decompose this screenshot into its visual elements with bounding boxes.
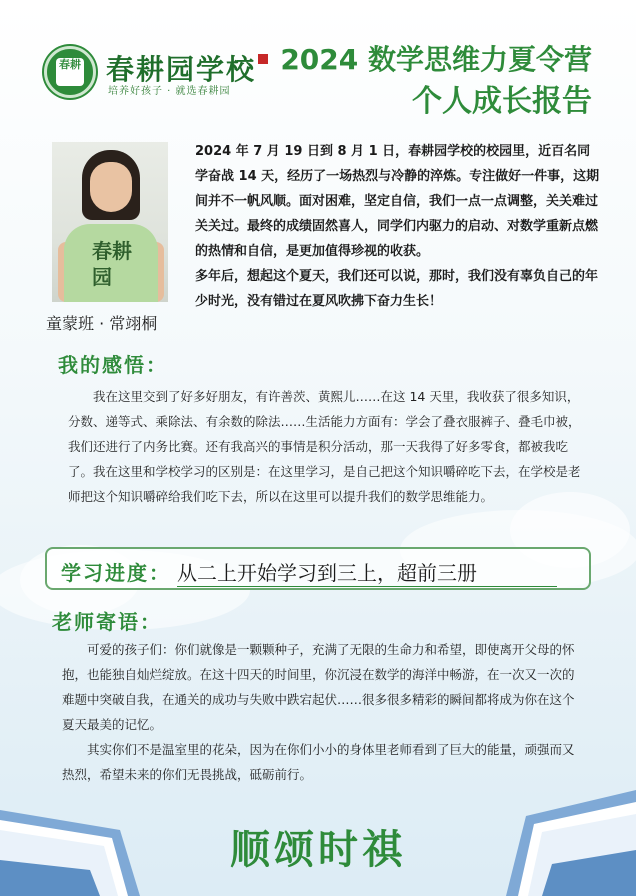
school-name: 春耕园学校 — [106, 53, 257, 86]
feelings-heading: 我的感悟： — [58, 353, 168, 377]
closing-greeting: 顺颂时祺 — [230, 826, 406, 873]
school-logo-icon — [44, 46, 96, 98]
progress-box — [45, 547, 591, 590]
teacher-paragraph-1: 可爱的孩子们：你们就像是一颗颗种子，充满了无限的生命力和希望，即使离开父母的怀抱，也能独自灿烂绽放。在这十四天的时间里，你沉浸在数学的海洋中畅游，在一次又一次的难题中突破自我，在通关的成功与失败中跌宕起伏……很多很多精彩的瞬间都将成为你在这个夏天最美的记忆。 — [62, 642, 575, 732]
student-photo — [52, 142, 168, 302]
shirt-print: 春耕园 — [92, 239, 132, 289]
intro-paragraph-1: 2024 年 7 月 19 日到 8 月 1 日，春耕园学校的校园里，近百名同学奋战 14 天，经历了一场热烈与冷静的淬炼。专注做好一件事，这期间并不一帆风顺。面对困难，坚定自信，我们一点一点调整，关关难过关关过。最终的成绩固然喜人，同学们内驱力的启动、对数学重新点燃的热情和自信，是更加值得珍视的收获。 — [195, 144, 600, 259]
teacher-heading: 老师寄语： — [52, 610, 162, 634]
feelings-body: 我在这里交到了好多好朋友，有许善茨、黄熙儿……在这 14 天里，我收获了很多知识，分数、递等式、乘除法、有余数的除法……生活能力方面有：学会了叠衣服裤子、叠毛巾被，我们还进行了内务比赛。还有我高兴的事情是积分活动，那一天我得了好多零食，都被我吃了。我在这里和学校学习的区别是：在这里学习，是自己把这个知识嚼碎吃下去，在学校是老师把这个知识嚼碎给我们吃下去，所以在这里可以提升我们的数学思维能力。 — [68, 389, 581, 504]
teacher-paragraph-2: 其实你们不是温室里的花朵，因为在你们小小的身体里老师看到了巨大的能量，顽强而又热烈，希望未来的你们无畏挑战，砥砺前行。 — [62, 742, 575, 782]
progress-value: 从二上开始学习到三上，超前三册 — [177, 557, 557, 587]
school-logo — [44, 46, 284, 102]
intro-paragraph-2: 多年后，想起这个夏天，我们还可以说，那时，我们没有辜负自己的年少时光，没有错过在夏风吹拂下奋力生长！ — [195, 269, 599, 309]
report-title-line2: 个人成长报告 — [412, 84, 592, 119]
teacher-message — [62, 637, 586, 787]
student-name: 童蒙班 · 常翊桐 — [46, 314, 158, 333]
report-title-line1: 2024 数学思维力夏令营 — [280, 43, 592, 76]
progress-label: 学习进度： — [61, 561, 171, 585]
intro-text — [195, 139, 600, 314]
logo-emblem-text: 春耕 — [56, 58, 84, 86]
seal-stamp-icon — [258, 52, 272, 92]
school-slogan: 培养好孩子 · 就选春耕园 — [108, 86, 231, 97]
